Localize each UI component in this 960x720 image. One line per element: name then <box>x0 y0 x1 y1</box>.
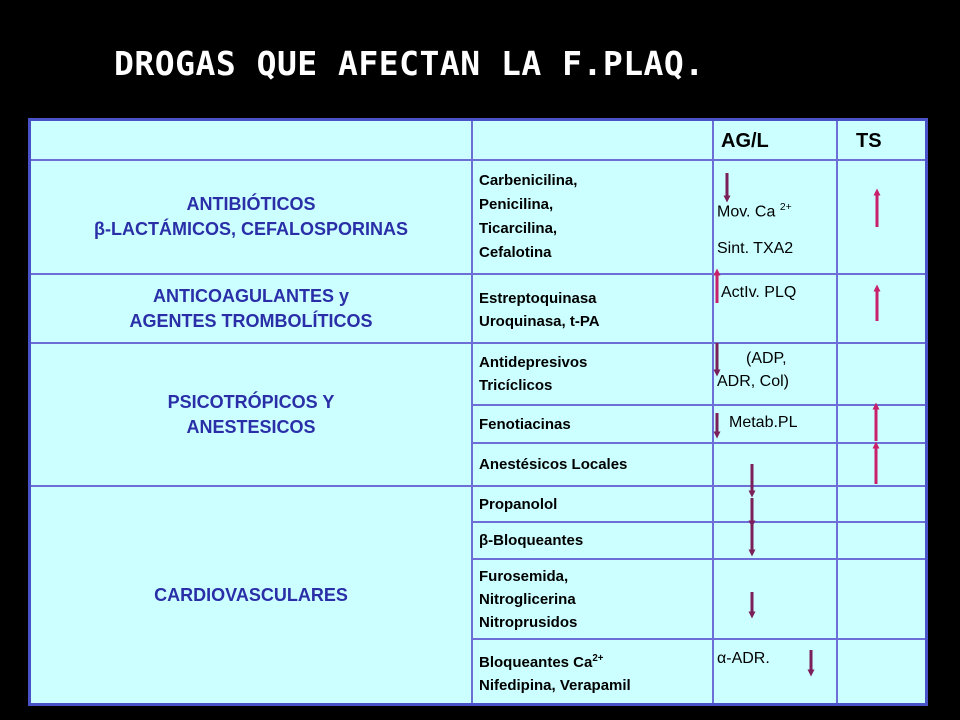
drug-name: Anestésicos Locales <box>479 456 628 473</box>
drug-name: Uroquinasa, t-PA <box>479 312 600 330</box>
category-line: ANTIBIÓTICOS <box>186 194 316 214</box>
drug-name: Carbenicilina, <box>479 172 578 189</box>
drug-name: Nifedipina, Verapamil <box>479 676 631 694</box>
category-line: ANTICOAGULANTES y <box>152 285 349 306</box>
drug-name: Penicilina, <box>479 196 554 213</box>
drug-name: Fenotiacinas <box>479 415 571 433</box>
effect-text: (ADP, <box>746 350 787 367</box>
category-line: ANESTESICOS <box>186 416 316 437</box>
effect-text: α-ADR. <box>717 650 770 667</box>
drug-name: Nitroprusidos <box>479 613 578 631</box>
category-line: CARDIOVASCULARES <box>154 584 348 605</box>
drug-name: Bloqueantes $Ca^{2+}$ <box>479 652 604 671</box>
category-line: AGENTES TROMBOLÍTICOS <box>129 310 373 331</box>
effect-text: ADR, Col) <box>717 373 790 390</box>
category-line: PSICOTRÓPICOS Y <box>167 391 335 412</box>
effect-text: ActIv. PLQ <box>721 284 797 301</box>
drug-name: Nitroglicerina <box>479 590 576 608</box>
drug-name: Estreptoquinasa <box>479 289 597 307</box>
effect-text: Mov. Ca $^{2+}$ <box>717 202 792 221</box>
category-line: β-LACTÁMICOS, CEFALOSPORINAS <box>94 219 408 239</box>
effect-text: Metab.PL <box>729 414 798 431</box>
drug-name: Tricíclicos <box>479 377 553 394</box>
drug-name: Antidepresivos <box>479 354 588 371</box>
drug-name: Cefalotina <box>479 244 552 261</box>
header-ts: TS <box>856 130 882 152</box>
drug-name: β-Bloqueantes <box>479 532 584 549</box>
drug-name: Furosemida, <box>479 567 569 585</box>
drug-name: Propanolol <box>479 495 558 513</box>
header-agl: AG/L <box>721 130 769 152</box>
effect-arrows <box>31 121 925 703</box>
page-title: DROGAS QUE AFECTAN LA F.PLAQ. <box>114 44 705 83</box>
drug-table <box>28 118 928 706</box>
effect-text: Sint. TXA2 <box>717 240 794 257</box>
drug-name: Ticarcilina, <box>479 220 558 237</box>
